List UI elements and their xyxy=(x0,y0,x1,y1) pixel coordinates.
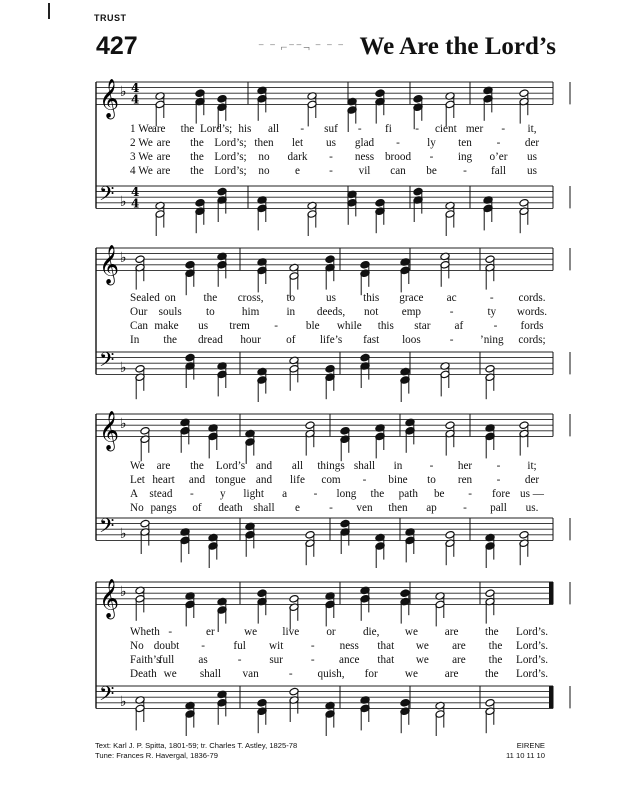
lyric-syllable: - xyxy=(357,123,362,135)
lyric-syllable: us xyxy=(326,137,336,149)
lyric-syllable: shall xyxy=(199,668,221,680)
tune-name: EIRENE xyxy=(516,741,545,750)
lyric-syllable: no xyxy=(258,151,270,163)
lyric-syllable: the xyxy=(190,165,204,177)
lyric-syllable: the xyxy=(484,668,499,680)
lyric-syllable: pall xyxy=(490,502,507,514)
lyric-syllable: ac xyxy=(446,292,457,304)
lyric-syllable: are xyxy=(156,151,171,163)
lyric-syllable: Our xyxy=(130,306,148,318)
lyric-syllable: life xyxy=(290,474,305,486)
lyric-syllable: - xyxy=(429,151,434,163)
lyric-syllable: Lord’s. xyxy=(515,654,549,666)
treble-clef-icon: 𝄞 xyxy=(99,578,120,619)
lyric-syllable: van xyxy=(242,668,259,680)
flat-icon: ♭ xyxy=(120,584,127,601)
lyric-syllable: it; xyxy=(527,460,537,472)
lyric-syllable: long xyxy=(336,488,357,500)
lyric-syllable: pangs xyxy=(150,502,177,514)
lyric-syllable: are xyxy=(156,137,171,149)
lyric-syllable: fall xyxy=(491,165,506,177)
lyric-syllable: Lord’s; xyxy=(214,165,247,177)
lyric-syllable: ren xyxy=(457,474,473,486)
lyric-syllable: trem xyxy=(229,320,250,332)
pencil-mark-icon: ⁻ ⁻ ⌐⁻⁻¬ ⁻ ⁻ ⁻ xyxy=(258,40,345,54)
lyric-syllable: ven xyxy=(356,502,373,514)
lyric-syllable: loos xyxy=(402,334,421,346)
lyric-syllable: 3 We xyxy=(130,151,153,163)
lyric-syllable: com xyxy=(321,474,341,486)
lyric-syllable: we xyxy=(415,654,429,666)
lyric-syllable: the xyxy=(190,151,204,163)
bass-clef-icon: 𝄢 xyxy=(99,681,115,710)
time-signature-top: 4 xyxy=(131,81,140,96)
lyric-syllable: Lord’s; xyxy=(214,137,247,149)
lyric-syllable: let xyxy=(291,137,304,149)
lyric-syllable: are xyxy=(151,123,166,135)
lyric-syllable: it, xyxy=(527,123,537,135)
lyric-syllable: be xyxy=(433,488,445,500)
lyric-syllable: ance xyxy=(339,654,360,666)
lyric-syllable: - xyxy=(463,165,467,177)
lyric-syllable: Wheth xyxy=(130,626,160,638)
lyric-syllable: deeds, xyxy=(316,306,346,318)
flat-icon: ♭ xyxy=(120,193,127,210)
lyric-syllable: er xyxy=(206,626,215,638)
lyric-syllable: No xyxy=(130,640,144,652)
lyric-syllable: light xyxy=(243,488,264,500)
lyric-syllable: all xyxy=(291,460,304,472)
lyric-syllable: in xyxy=(286,306,296,318)
lyric-syllable: to xyxy=(427,474,436,486)
lyric-syllable: wit xyxy=(269,640,284,652)
lyric-syllable: Sealed xyxy=(130,292,160,304)
lyric-syllable: her xyxy=(457,460,473,472)
lyric-syllable: ness xyxy=(339,640,359,652)
lyric-syllable: - xyxy=(415,123,420,135)
lyric-syllable: as xyxy=(198,654,208,666)
lyric-syllable: dread xyxy=(197,334,223,346)
lyric-syllable: - xyxy=(189,488,194,500)
lyric-syllable: der xyxy=(524,474,540,486)
lyric-syllable: - xyxy=(362,474,367,486)
lyric-syllable: cross, xyxy=(237,292,264,304)
lyric-syllable: of xyxy=(192,502,202,514)
lyric-syllable: that xyxy=(377,654,395,666)
lyric-syllable: are xyxy=(156,165,171,177)
lyric-syllable: ’ning xyxy=(479,334,504,346)
lyric-syllable: and xyxy=(255,474,273,486)
lyric-syllable: - xyxy=(496,474,501,486)
lyric-syllable: shall xyxy=(353,460,376,472)
lyric-syllable: ful xyxy=(233,640,246,652)
lyric-syllable: cords; xyxy=(518,334,546,346)
lyric-syllable: life’s xyxy=(319,334,343,346)
final-barline xyxy=(549,582,553,604)
lyric-syllable: - xyxy=(288,668,293,680)
bass-clef-icon: 𝄢 xyxy=(99,347,115,376)
lyric-syllable: o’er xyxy=(489,151,508,163)
lyric-syllable: death xyxy=(218,502,243,514)
flat-icon: ♭ xyxy=(120,84,127,101)
lyric-syllable: e xyxy=(295,502,300,514)
lyric-syllable: us xyxy=(198,320,209,332)
flat-icon: ♭ xyxy=(120,693,127,710)
lyric-syllable: the xyxy=(203,292,218,304)
lyric-syllable: all xyxy=(267,123,280,135)
lyric-syllable: us xyxy=(527,165,537,177)
lyric-syllable: Let xyxy=(130,474,145,486)
lyric-syllable: then xyxy=(388,502,408,514)
lyric-syllable: Lord’s; xyxy=(199,123,233,135)
lyric-syllable: heart xyxy=(152,474,175,486)
lyric-syllable: fords xyxy=(520,320,544,332)
lyric-syllable: ten xyxy=(458,137,472,149)
lyric-syllable: - xyxy=(463,502,467,514)
lyric-syllable: us xyxy=(326,292,336,304)
lyric-syllable: hour xyxy=(240,334,261,346)
lyric-syllable: we xyxy=(415,640,429,652)
lyric-syllable: are xyxy=(452,654,466,666)
lyric-syllable: not xyxy=(364,306,379,318)
lyric-syllable: Lord’s. xyxy=(515,626,549,638)
lyric-syllable: the xyxy=(488,654,503,666)
lyric-syllable: no xyxy=(258,165,270,177)
lyric-syllable: Death xyxy=(130,668,157,680)
lyric-syllable: then xyxy=(254,137,274,149)
lyric-syllable: stead xyxy=(149,488,173,500)
lyric-syllable: are xyxy=(444,626,459,638)
lyric-syllable: the xyxy=(370,488,385,500)
lyric-syllable: ness xyxy=(354,151,375,163)
lyric-syllable: vil xyxy=(358,165,371,177)
lyric-syllable: e xyxy=(295,165,300,177)
lyric-syllable: 4 We xyxy=(130,165,153,177)
lyric-syllable: - xyxy=(429,460,434,472)
lyric-syllable: - xyxy=(496,460,501,472)
lyric-syllable: be xyxy=(426,165,437,177)
lyric-syllable: - xyxy=(493,320,498,332)
lyric-syllable: the xyxy=(163,334,178,346)
lyric-syllable: sur xyxy=(269,654,284,666)
lyric-syllable: suf xyxy=(324,123,338,135)
lyric-syllable: and xyxy=(255,460,273,472)
lyric-syllable: this xyxy=(377,320,394,332)
lyric-syllable: Lord’s; xyxy=(214,151,247,163)
flat-icon: ♭ xyxy=(120,250,127,267)
lyric-syllable: star xyxy=(414,320,431,332)
lyric-syllable: his xyxy=(238,123,252,135)
lyric-syllable: for xyxy=(364,668,378,680)
lyric-syllable: We xyxy=(130,460,145,472)
text-credit: Text: Karl J. P. Spitta, 1801-59; tr. Charles T. Astley, 1825-78 xyxy=(95,741,298,750)
lyric-syllable: the xyxy=(180,123,195,135)
lyric-syllable: - xyxy=(310,654,315,666)
lyric-syllable: souls xyxy=(158,306,182,318)
lyric-syllable: to xyxy=(206,306,215,318)
lyric-syllable: that xyxy=(377,640,395,652)
bass-clef-icon: 𝄢 xyxy=(99,513,115,542)
lyric-syllable: grace xyxy=(399,292,424,304)
lyric-syllable: fi xyxy=(385,123,392,135)
lyric-syllable: - xyxy=(274,320,279,332)
lyric-syllable: tongue xyxy=(215,474,246,486)
lyric-syllable: us — xyxy=(520,488,544,500)
lyric-syllable: in xyxy=(393,460,403,472)
hymn-title: We Are the Lord’s xyxy=(359,33,556,60)
lyric-syllable: glad xyxy=(354,137,375,149)
treble-clef-icon: 𝄞 xyxy=(99,244,120,285)
lyric-syllable: emp xyxy=(401,306,422,318)
lyric-syllable: path xyxy=(398,488,418,500)
credits xyxy=(95,741,297,761)
lyric-syllable: - xyxy=(168,626,173,638)
lyric-syllable: - xyxy=(468,488,473,500)
lyric-syllable: 2 We xyxy=(130,137,153,149)
lyric-syllable: quish, xyxy=(317,668,345,680)
lyric-syllable: we xyxy=(404,668,418,680)
lyric-syllable: full xyxy=(158,654,175,666)
lyric-syllable: the xyxy=(484,626,499,638)
flat-icon: ♭ xyxy=(120,525,127,542)
lyric-syllable: make xyxy=(154,320,179,332)
lyric-syllable: us. xyxy=(525,502,539,514)
hymn-number: 427 xyxy=(96,32,138,60)
lyric-syllable: af xyxy=(454,320,464,332)
lyric-syllable: Faith’s xyxy=(130,654,161,666)
flat-icon: ♭ xyxy=(120,359,127,376)
lyric-syllable: the xyxy=(190,460,204,472)
lyric-syllable: we xyxy=(244,626,258,638)
lyric-syllable: brood xyxy=(384,151,412,163)
lyric-syllable: fore xyxy=(492,488,511,500)
treble-clef-icon: 𝄞 xyxy=(99,78,120,119)
lyric-syllable: ble xyxy=(305,320,320,332)
lyric-syllable: - xyxy=(201,640,205,652)
lyric-syllable: No xyxy=(130,502,144,514)
tune-info xyxy=(506,741,545,761)
lyric-syllable: Lord’s. xyxy=(515,640,549,652)
lyric-syllable: - xyxy=(496,137,501,149)
lyric-syllable: dark xyxy=(287,151,308,163)
lyric-syllable: Lord’s xyxy=(215,460,246,472)
lyric-syllable: ap xyxy=(426,502,437,514)
lyric-syllable: bine xyxy=(388,474,408,486)
lyric-syllable: die, xyxy=(362,626,380,638)
lyric-syllable: - xyxy=(329,165,333,177)
lyric-syllable: - xyxy=(449,306,454,318)
lyric-syllable: while xyxy=(336,320,362,332)
meter: 11 10 11 10 xyxy=(506,751,545,760)
time-signature-bottom: 4 xyxy=(131,196,140,211)
lyric-syllable: - xyxy=(449,334,454,346)
lyric-syllable: can xyxy=(390,165,406,177)
lyric-syllable: cords. xyxy=(518,292,546,304)
lyric-syllable: - xyxy=(310,640,315,652)
lyric-syllable: Can xyxy=(130,320,149,332)
lyric-syllable: A xyxy=(130,488,139,500)
lyric-syllable: live xyxy=(282,626,300,638)
lyric-syllable: this xyxy=(363,292,380,304)
lyric-syllable: cient xyxy=(434,123,457,135)
lyric-syllable: - xyxy=(313,488,318,500)
lyric-syllable: of xyxy=(286,334,296,346)
time-signature-top: 4 xyxy=(131,185,140,200)
treble-clef-icon: 𝄞 xyxy=(99,410,120,451)
bass-clef-icon: 𝄢 xyxy=(99,181,115,210)
lyric-syllable: things xyxy=(317,460,345,472)
lyric-syllable: doubt xyxy=(153,640,180,652)
final-barline xyxy=(549,686,553,708)
lyric-syllable: - xyxy=(300,123,305,135)
lyric-syllable: y xyxy=(219,488,226,500)
lyric-syllable: 1 We xyxy=(130,123,153,135)
lyric-syllable: der xyxy=(524,137,540,149)
lyric-syllable: a xyxy=(282,488,288,500)
lyric-syllable: we xyxy=(163,668,177,680)
lyric-syllable: ing xyxy=(457,151,473,163)
lyric-syllable: In xyxy=(130,334,140,346)
lyric-syllable: him xyxy=(241,306,260,318)
tune-credit: Tune: Frances R. Havergal, 1836-79 xyxy=(95,751,218,760)
lyric-syllable: - xyxy=(237,654,242,666)
lyric-syllable: are xyxy=(444,668,459,680)
lyric-syllable: - xyxy=(489,292,494,304)
time-signature-bottom: 4 xyxy=(131,92,140,107)
lyric-syllable: ly xyxy=(427,137,436,149)
lyric-syllable: - xyxy=(396,137,400,149)
lyric-syllable: Lord’s. xyxy=(515,668,549,680)
lyric-syllable: words. xyxy=(516,306,548,318)
lyric-syllable: we xyxy=(404,626,418,638)
flat-icon: ♭ xyxy=(120,416,127,433)
lyric-syllable: - xyxy=(329,502,333,514)
lyric-syllable: are xyxy=(452,640,466,652)
lyric-syllable: shall xyxy=(253,502,275,514)
lyric-syllable: are xyxy=(156,460,171,472)
lyric-syllable: us xyxy=(527,151,537,163)
lyric-syllable: to xyxy=(286,292,296,304)
lyric-syllable: the xyxy=(190,137,204,149)
section-label: TRUST xyxy=(94,13,127,23)
lyric-syllable: mer xyxy=(465,123,484,135)
lyric-syllable: or xyxy=(326,626,336,638)
lyric-syllable: on xyxy=(164,292,176,304)
lyric-syllable: - xyxy=(501,123,506,135)
lyric-syllable: and xyxy=(188,474,206,486)
lyric-syllable: the xyxy=(488,640,503,652)
lyric-syllable: - xyxy=(329,151,333,163)
lyric-syllable: fast xyxy=(363,334,380,346)
lyric-syllable: ty xyxy=(487,306,497,318)
